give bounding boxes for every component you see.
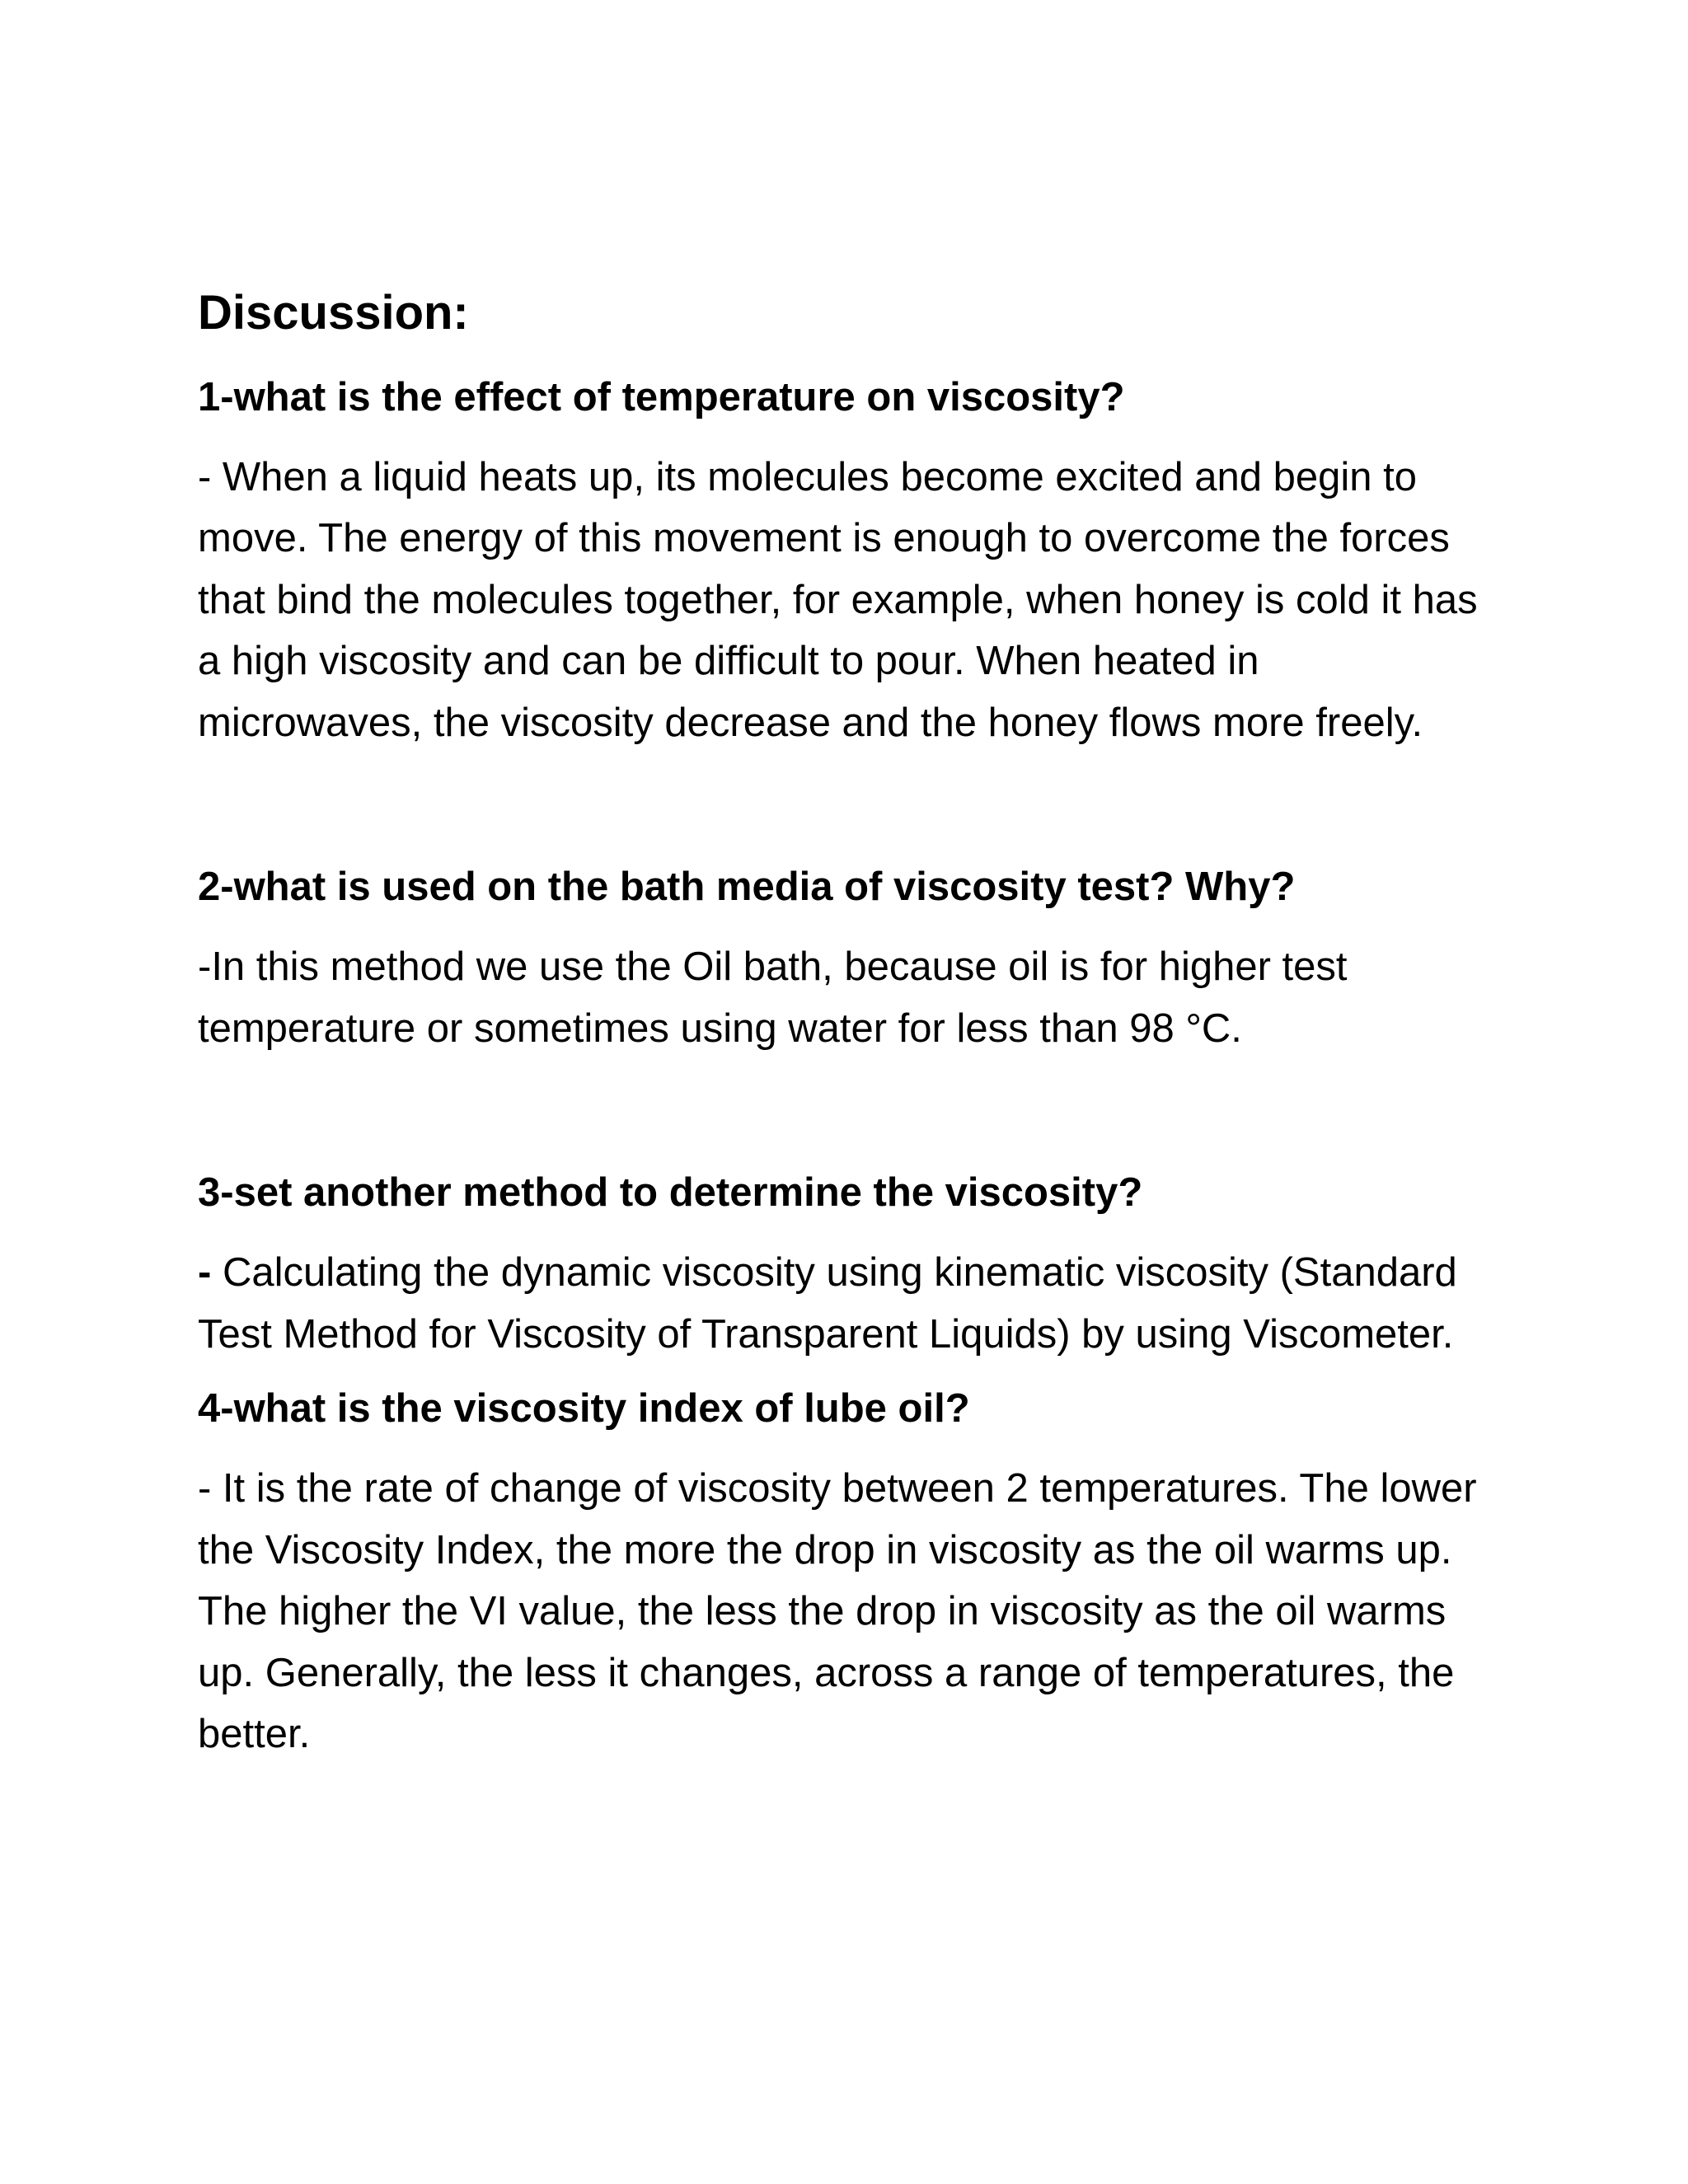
question-4: 4-what is the viscosity index of lube oil? (198, 1386, 970, 1432)
question-3: 3-set another method to determine the viscosity? (198, 1170, 1143, 1216)
answer-3-bullet: - (198, 1250, 212, 1296)
answer-1: - When a liquid heats up, its molecules become excited and begin to move. The energy of this movement is enough to overcome the forces that bind the molecules together, for example, when honey is cold it has a high viscosity and can be difficult to pour. When heated in microwaves, the viscosity decrease and the honey flows more freely. (198, 454, 1478, 745)
qa-block-1 (198, 367, 1484, 754)
question-1: 1-what is the effect of temperature on viscosity? (198, 374, 1125, 419)
answer-2: -In this method we use the Oil bath, because oil is for higher test temperature or sometimes using water for less than 98 °C. (198, 944, 1348, 1051)
answer-3-text: Calculating the dynamic viscosity using kinematic viscosity (Standard Test Method for Viscosity of Transparent Liquids) by using Viscometer. (198, 1250, 1457, 1357)
qa-block-3 (198, 1162, 1484, 1365)
answer-4: - It is the rate of change of viscosity between 2 temperatures. The lower the Viscosity Index, the more the drop in viscosity as the oil warms up. The higher the VI value, the less the drop in viscosity as the oil warms up. Generally, the less it changes, across a range of temperatures, the better. (198, 1466, 1477, 1757)
qa-block-4 (198, 1378, 1484, 1765)
qa-block-2 (198, 856, 1484, 1059)
question-2: 2-what is used on the bath media of viscosity test? Why? (198, 865, 1296, 910)
document-content (198, 284, 1484, 1765)
discussion-heading: Discussion: (198, 286, 469, 340)
answer-3 (198, 1242, 1484, 1365)
